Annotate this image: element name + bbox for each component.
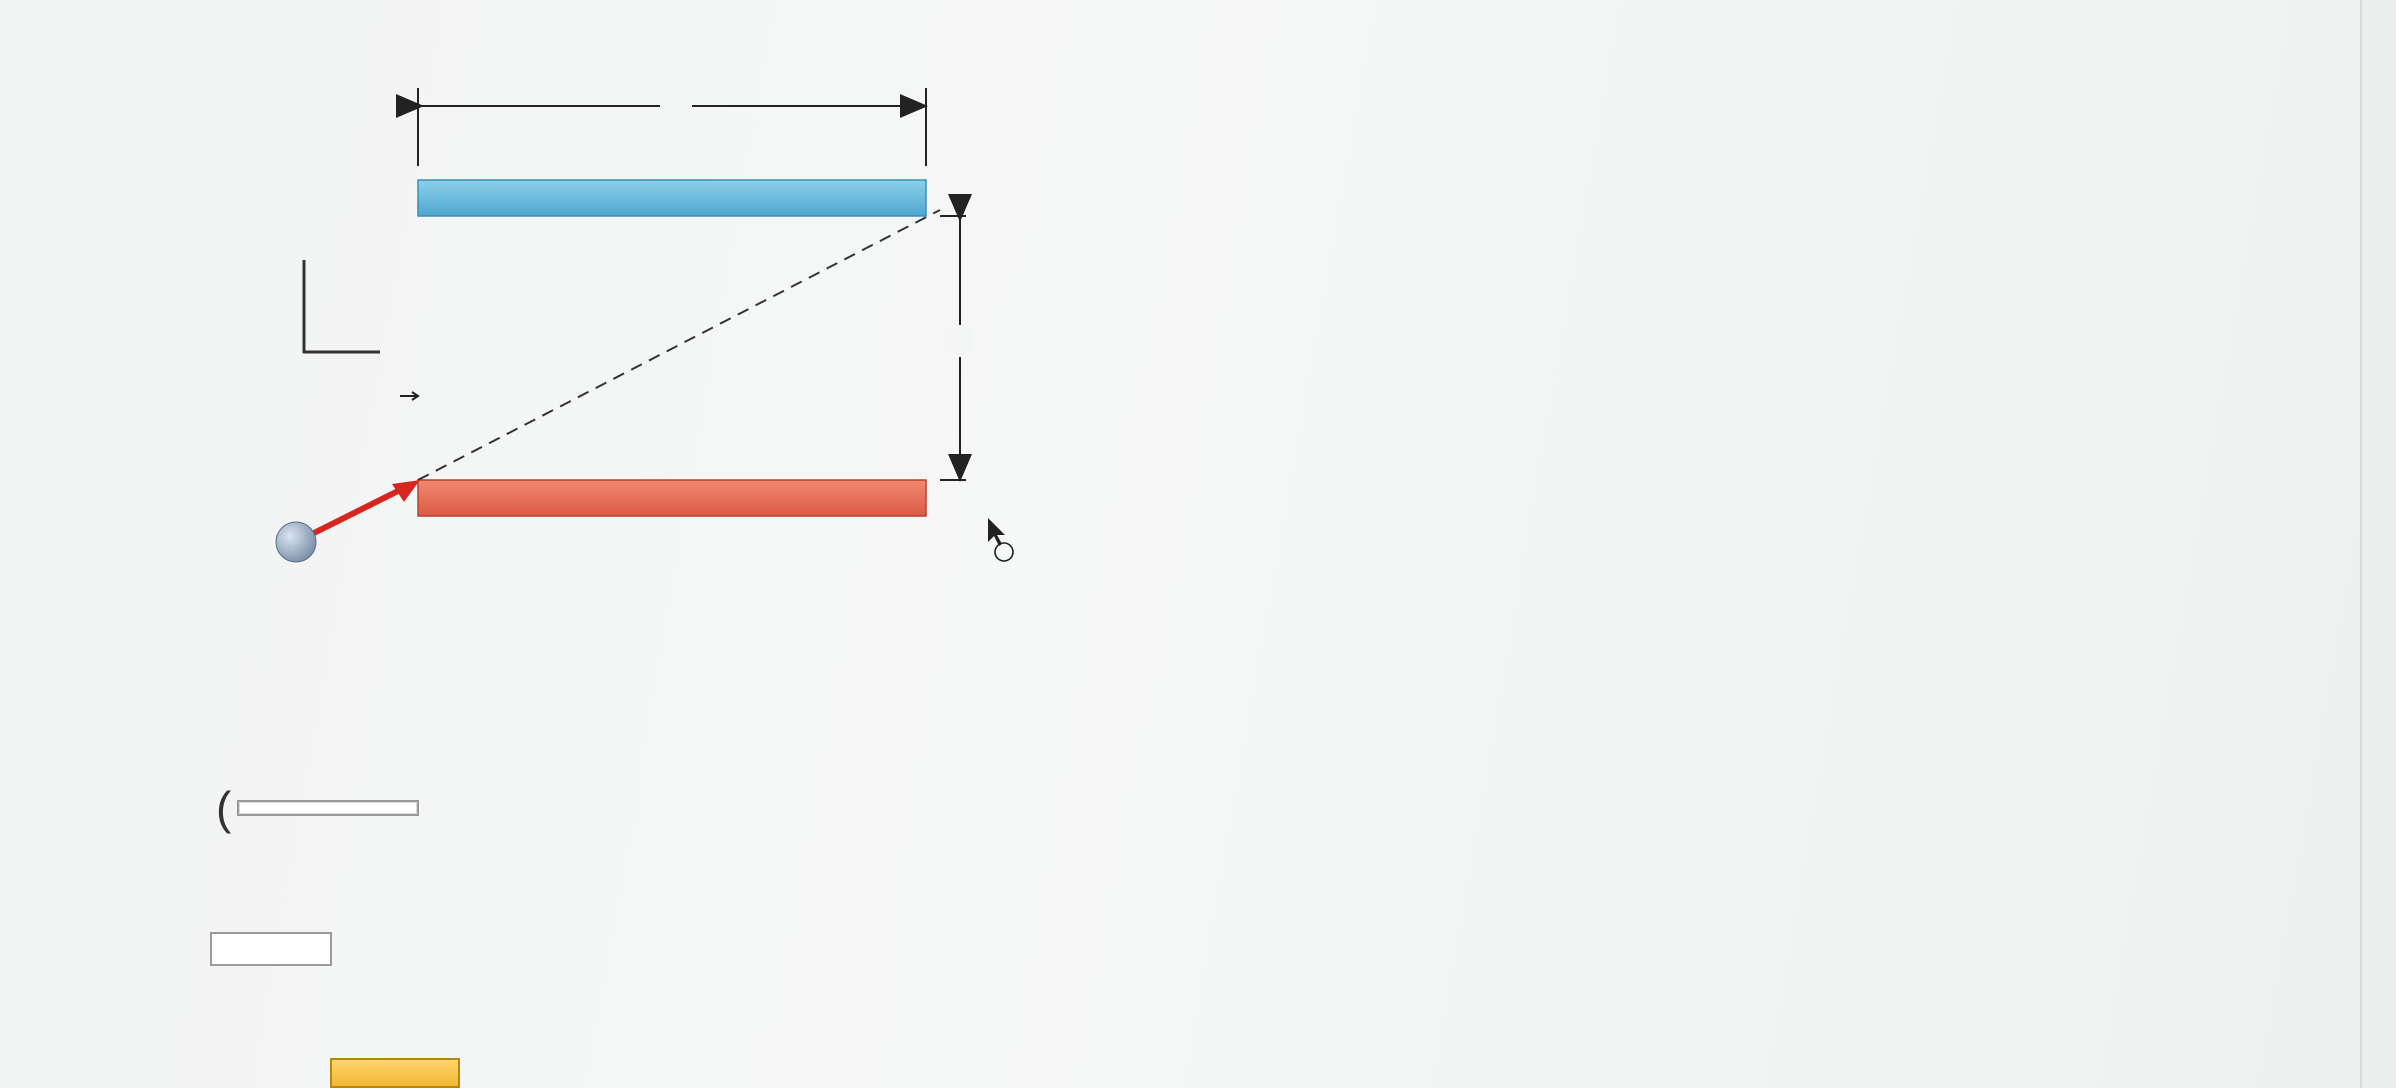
read-it-button[interactable] bbox=[330, 1058, 460, 1088]
info-icon[interactable] bbox=[988, 518, 1013, 561]
open-paren: ( bbox=[216, 782, 232, 834]
velocity-arrow bbox=[308, 488, 404, 536]
electron bbox=[276, 522, 316, 562]
coordinate-axes bbox=[303, 260, 380, 353]
part-b-answer-input[interactable] bbox=[210, 932, 332, 966]
field-label bbox=[400, 392, 418, 400]
negative-plate bbox=[418, 180, 926, 216]
part-a-answer-input[interactable] bbox=[237, 800, 419, 816]
figure-svg bbox=[260, 70, 1060, 590]
undeflected-path bbox=[418, 210, 940, 480]
length-dimension bbox=[418, 88, 926, 166]
positive-plate bbox=[418, 480, 926, 516]
separation-dimension bbox=[940, 216, 972, 480]
apparatus-figure bbox=[260, 70, 1060, 590]
part-a-answer-row bbox=[210, 778, 437, 838]
